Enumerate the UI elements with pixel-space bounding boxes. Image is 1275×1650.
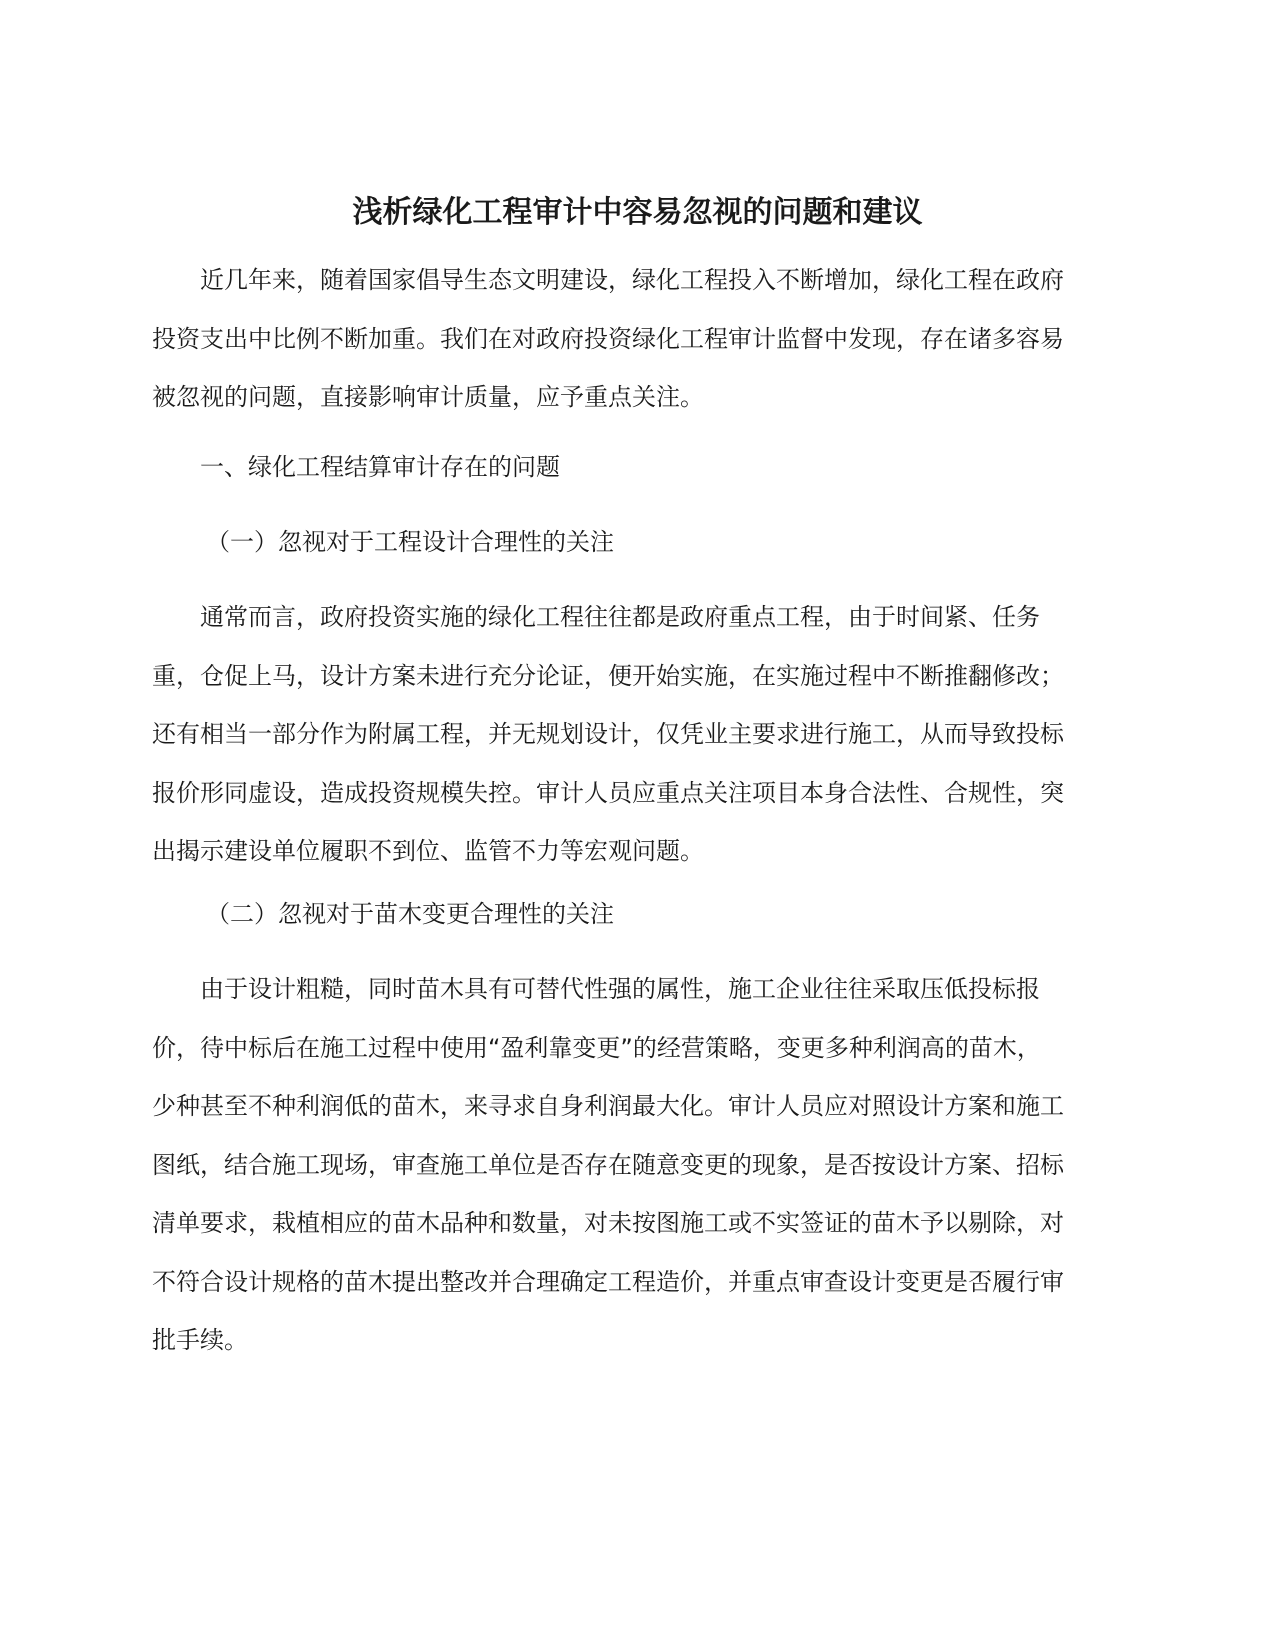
subsection-heading-1-text: （一）忽视对于工程设计合理性的关注 xyxy=(206,528,614,556)
intro-line-3: 被忽视的问题，直接影响审计质量，应予重点关注。 xyxy=(152,383,704,411)
subsection-2-line-3: 少种甚至不种利润低的苗木，来寻求自身利润最大化。审计人员应对照设计方案和施工 xyxy=(152,1092,1064,1120)
subsection-2-paragraph xyxy=(152,960,1112,1370)
intro-line-1: 近几年来，随着国家倡导生态文明建设，绿化工程投入不断增加，绿化工程在政府 xyxy=(200,266,1064,294)
section-heading-1-text: 一、绿化工程结算审计存在的问题 xyxy=(200,453,560,481)
subsection-1-line-3: 还有相当一部分作为附属工程，并无规划设计，仅凭业主要求进行施工，从而导致投标 xyxy=(152,720,1064,748)
subsection-1-line-4: 报价形同虚设，造成投资规模失控。审计人员应重点关注项目本身合法性、合规性，突 xyxy=(152,778,1064,807)
document-title: 浅析绿化工程审计中容易忽视的问题和建议 xyxy=(352,195,923,230)
subsection-2-line-1: 由于设计粗糙，同时苗木具有可替代性强的属性，施工企业往往采取压低投标报 xyxy=(200,975,1040,1003)
subsection-1-line-5: 出揭示建设单位履职不到位、监管不力等宏观问题。 xyxy=(152,837,704,865)
subsection-2-line-6: 不符合设计规格的苗木提出整改并合理确定工程造价，并重点审查设计变更是否履行审 xyxy=(152,1267,1064,1296)
subsection-1-paragraph xyxy=(152,588,1112,881)
subsection-1-line-2: 重，仓促上马，设计方案未进行充分论证，便开始实施，在实施过程中不断推翻修改； xyxy=(152,661,1064,690)
subsection-2-line-2: 价，待中标后在施工过程中使用“盈利靠变更”的经营策略，变更多种利润高的苗木， xyxy=(152,1033,1041,1062)
section-heading-1 xyxy=(152,438,1112,497)
subsection-2-line-4: 图纸，结合施工现场，审查施工单位是否存在随意变更的现象，是否按设计方案、招标 xyxy=(152,1150,1064,1179)
intro-paragraph xyxy=(152,251,1112,427)
intro-line-2: 投资支出中比例不断加重。我们在对政府投资绿化工程审计监督中发现，存在诸多容易 xyxy=(152,324,1064,353)
subsection-1-line-1: 通常而言，政府投资实施的绿化工程往往都是政府重点工程，由于时间紧、任务 xyxy=(200,603,1040,631)
subsection-2-line-7: 批手续。 xyxy=(152,1326,248,1354)
subsection-heading-2-text: （二）忽视对于苗木变更合理性的关注 xyxy=(206,900,614,928)
subsection-2-line-5: 清单要求，栽植相应的苗木品种和数量，对未按图施工或不实签证的苗木予以剔除，对 xyxy=(152,1209,1064,1237)
subsection-heading-1 xyxy=(152,513,1112,572)
subsection-heading-2 xyxy=(152,885,1112,944)
